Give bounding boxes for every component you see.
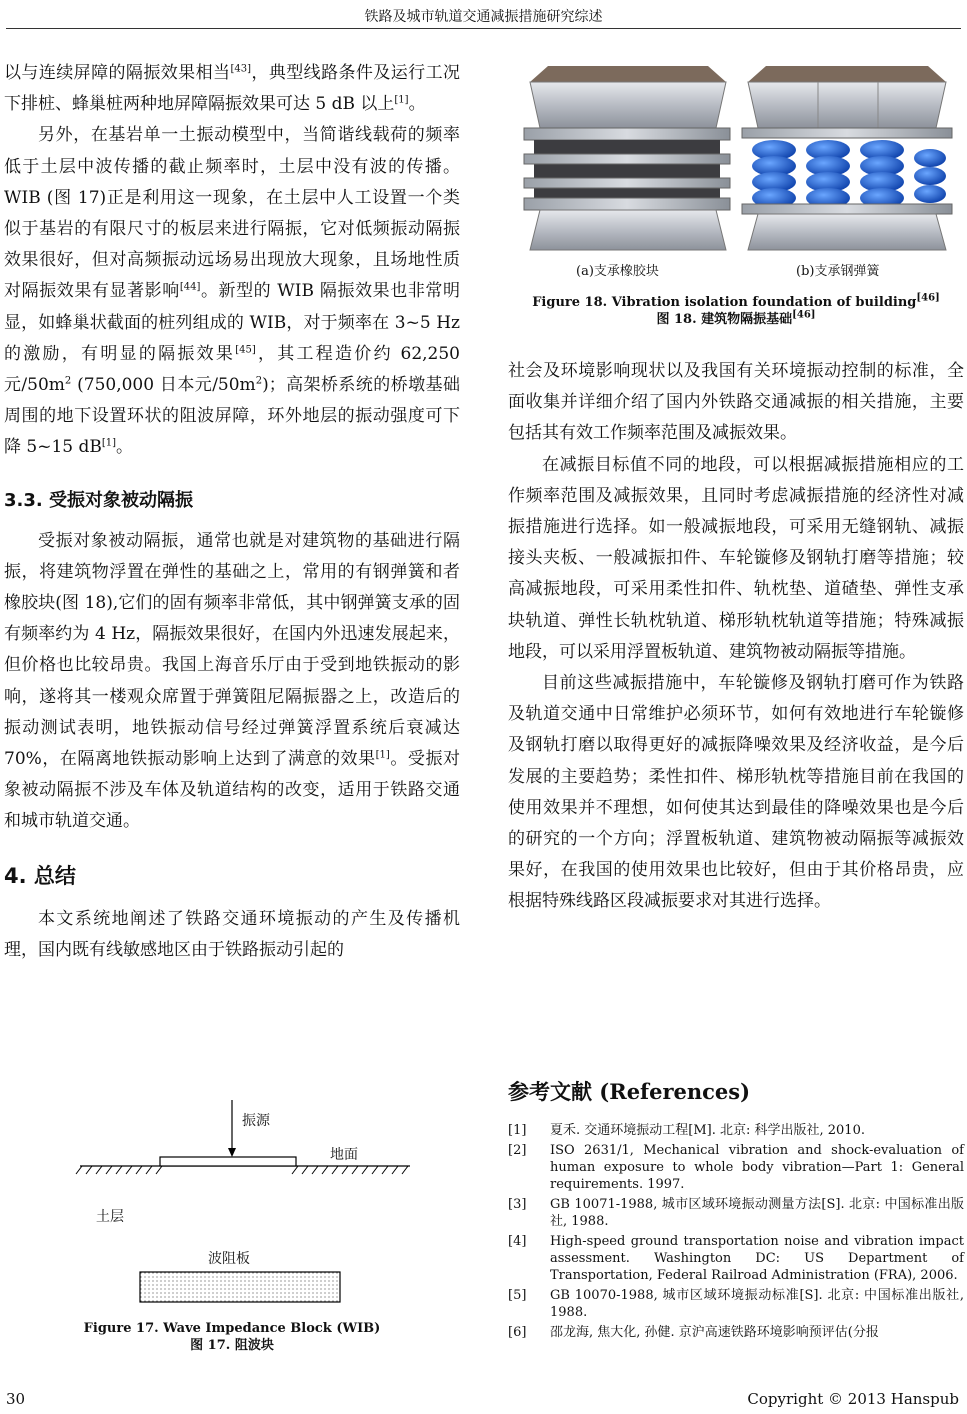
label-wib: 波阻板 — [208, 1251, 250, 1267]
left-column — [4, 58, 460, 966]
citation: [45] — [235, 344, 256, 356]
isolation-foundation-illustration — [518, 58, 958, 258]
header-rule — [6, 28, 961, 29]
figure-18b-label: (b)支承钢弹簧 — [796, 264, 880, 279]
citation: [1] — [394, 94, 409, 106]
caption-en: Figure 18. Vibration isolation foundation of building[46] — [532, 292, 940, 310]
section-heading-3-3: 3.3. 受振对象被动隔振 — [4, 489, 193, 511]
wave-impedance-block — [140, 1272, 340, 1302]
steel-spring-support — [742, 66, 952, 250]
citation: [44] — [179, 281, 201, 293]
label-ground: 地面 — [330, 1147, 358, 1163]
page-number: 30 — [6, 1390, 26, 1408]
citation: [43] — [230, 63, 251, 75]
caption-cn: 图 18. 建筑物隔振基础[46] — [656, 309, 816, 327]
figure-17-caption — [4, 1320, 460, 1354]
citation: [1] — [101, 437, 117, 449]
figure-18a-label: (a)支承橡胶块 — [576, 264, 659, 279]
left-paragraph-4: 本文系统地阐述了铁路交通环境振动的产生及传播机理，国内既有线敏感地区由于铁路振动引起的 — [4, 908, 460, 960]
caption-en: Figure 17. Wave Impedance Block (WIB) — [83, 1321, 381, 1336]
reference-item: [4] High-speed ground transportation noise and vibration impact assessment. Washington DC: US Department of Transportation, Federal Railroad Administration (FRA), 2006. — [508, 1234, 964, 1283]
citation: [1] — [375, 749, 390, 761]
label-source: 振源 — [242, 1113, 270, 1129]
running-header: 铁路及城市轨道交通减振措施研究综述 — [364, 9, 603, 25]
references-list — [508, 1122, 964, 1344]
superscript: 2 — [64, 375, 72, 387]
figure-18-photos — [518, 58, 958, 258]
figure-18-caption — [508, 294, 964, 328]
left-paragraph-1: 以与连续屏障的隔振效果相当[43]，典型线路条件及运行工况下排桩、蜂巢桩两种地屏障隔振效果可达 5 dB 以上[1]。 — [4, 63, 461, 115]
reference-item: [6] 邵龙海, 焦大化, 孙健. 京沪高速铁路环境影响预评估(分报 — [508, 1325, 879, 1340]
right-paragraph-3: 目前这些减振措施中，车轮镟修及钢轨打磨可作为铁路及轨道交通中日常维护必须环节，如何有效地进行车轮镟修及钢轨打磨以取得更好的减振降噪效果及经济收益，是今后发展的主要趋势；柔性扣件、梯形轨枕等措施目前在我国的使用效果并不理想，如何使其达到最佳的降噪效果也是今后的研究的一个方向；浮置板轨道、建筑物被动隔振等减振效果好，在我国的使用效果也比较好，但由于其价格昂贵，应根据特殊线路区段减振要求对其进行选择。 — [508, 673, 964, 912]
right-paragraph-2: 在减振目标值不同的地段，可以根据减振措施相应的工作频率范围及减振效果，且同时考虑减振措施的经济性对减振措施进行选择。如一般减振地段，可采用无缝钢轨、减振接头夹板、一般减振扣件、车轮镟修及钢轨打磨等措施；较高减振地段，可采用柔性扣件、轨枕垫、道碴垫、弹性支承块轨道、弹性长轨枕轨道、梯形轨枕轨道等措施；特殊减振地段，可以采用浮置板轨道、建筑物被动隔振等措施。 — [508, 454, 964, 662]
right-paragraph-1: 社会及环境影响现状以及我国有关环境振动控制的标准，全面收集并详细介绍了国内外铁路交通减振的相关措施，主要包括其有效工作频率范围及减振效果。 — [508, 361, 964, 444]
reference-item: [5] GB 10070-1988, 城市区域环境振动标准[S]. 北京: 中国标准出版社, 1988. — [508, 1288, 964, 1320]
left-paragraph-3: 受振对象被动隔振，通常也就是对建筑物的基础进行隔振，将建筑物浮置在弹性的基础之上，常用的有钢弹簧和者橡胶块(图 18),它们的固有频率非常低，其中钢弹簧支承的固有频率约为 4 Hz，隔振效果很好，在国内外迅速发展起来，但价格也比较昂贵。我国上海音乐厅由于受到地铁振动的影响，遂将其一楼观众席置于弹簧阻尼隔振器之上，改造后的振动测试表明，地铁振动信号经过弹簧浮置系统后衰减达 70%，在隔离地铁振动影响上达到了满意的效果[1]。受振对象被动隔振不涉及车体及轨道结构的改变，适用于铁路交通和城市轨道交通。 — [4, 530, 460, 832]
right-column — [508, 356, 964, 918]
superscript: 2 — [255, 375, 263, 387]
references-heading: 参考文献 (References) — [508, 1079, 751, 1104]
footing — [160, 1157, 296, 1166]
caption-cn: 图 17. 阻波块 — [190, 1338, 274, 1353]
left-paragraph-2: 另外，在基岩单一土振动模型中，当简谐线载荷的频率低于土层中波传播的截止频率时，土层中没有波的传播。WIB (图 17)正是利用这一现象，在土层中人工设置一个类似于基岩的有限尺寸的板层来进行隔振，它对低频振动隔振效果很好，但对高频振动远场易出现放大现象，且场地性质对隔振效果有显著影响[44]。新型的 WIB 隔振效果也非常明显，如蜂巢状截面的桩列组成的 WIB，对于频率在 3~5 Hz 的激励，有明显的隔振效果[45]，其工程造价约 62,250 元$/50m^2$ (750,000 日本元$/50m^2$)；高架桥系统的桥墩基础周围的地下设置环状的阻波屏障，环外地层的振动强度可下降 5~15 dB[1]。 — [4, 125, 461, 458]
reference-item: [2] ISO 2631/1, Mechanical vibration and shock-evaluation of human exposure to whole body vibration—Part 1: General requirements. 1997. — [508, 1143, 964, 1192]
copyright: Copyright © 2013 Hanspub — [747, 1390, 959, 1408]
section-heading-4: 4. 总结 — [4, 863, 76, 888]
figure-17-wib-diagram — [60, 1096, 420, 1321]
reference-item: [1] 夏禾. 交通环境振动工程[M]. 北京: 科学出版社, 2010. — [508, 1123, 865, 1138]
rubber-block-support — [524, 66, 730, 250]
reference-item: [3] GB 10071-1988, 城市区域环境振动测量方法[S]. 北京: 中国标准出版社, 1988. — [508, 1197, 964, 1229]
label-soil: 土层 — [96, 1209, 124, 1225]
ground-hatch — [76, 1166, 408, 1174]
